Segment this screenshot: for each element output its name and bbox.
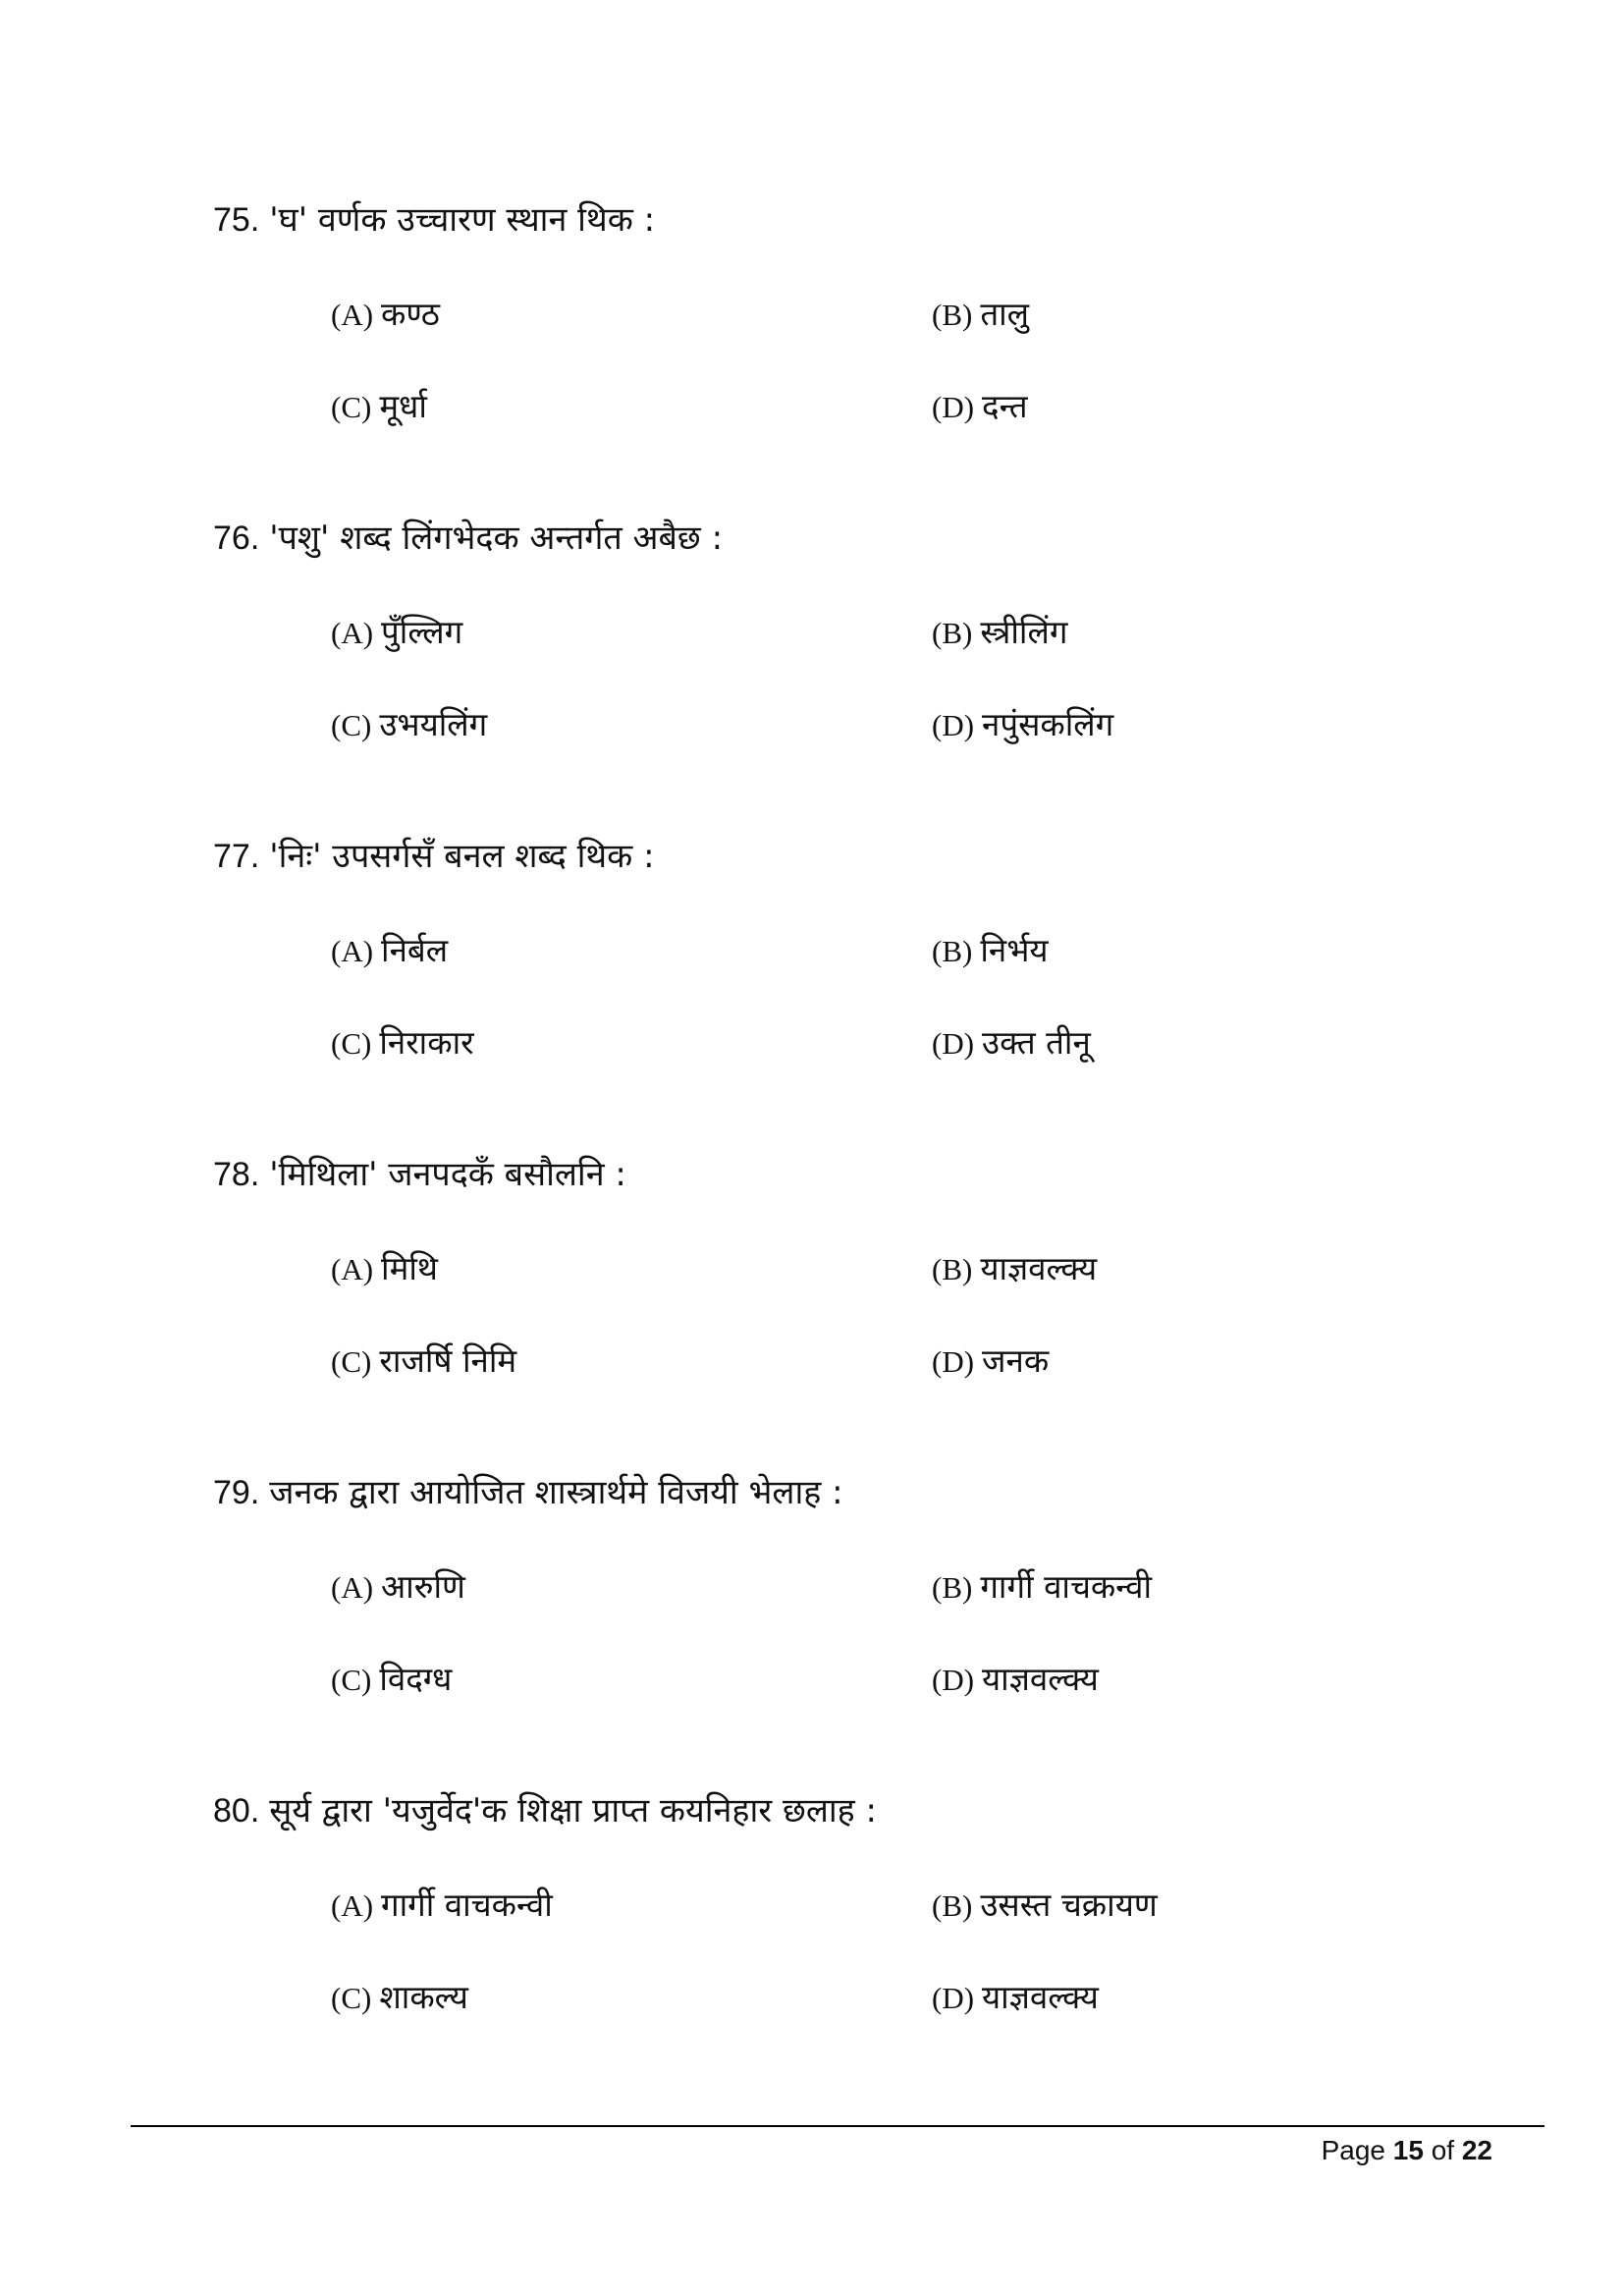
options-row-1 <box>272 1882 1548 1929</box>
question-76 <box>213 515 1548 743</box>
question-text: 'मिथिला' जनपदकँ बसौलनि : <box>269 1155 626 1194</box>
question-text: जनक द्वारा आयोजित शास्त्रार्थमे विजयी भेलाह : <box>269 1473 843 1512</box>
option-label: (A) <box>331 1570 374 1605</box>
option-b <box>932 927 1049 975</box>
option-text: पुँल्लिग <box>381 613 463 651</box>
question-stem <box>213 1151 1548 1198</box>
footer-divider <box>131 2125 1544 2127</box>
option-text: कण्ठ <box>381 295 440 333</box>
option-label: (C) <box>331 1663 372 1697</box>
option-text: निर्भय <box>980 931 1049 969</box>
option-d <box>932 1656 1099 1704</box>
option-label: (D) <box>932 708 975 742</box>
page-word: Page <box>1321 2135 1385 2165</box>
option-a <box>331 1245 438 1293</box>
option-d <box>932 1338 1049 1386</box>
option-label: (B) <box>932 616 973 650</box>
option-c <box>331 1338 516 1386</box>
options-row-2 <box>272 1974 1548 2021</box>
option-label: (C) <box>331 1344 372 1379</box>
option-label: (C) <box>331 1981 372 2015</box>
option-text: शाकल्य <box>379 1978 468 2016</box>
question-stem <box>213 1469 1548 1516</box>
option-text: निर्बल <box>381 931 449 969</box>
question-78 <box>213 1151 1548 1380</box>
option-c <box>331 1019 474 1067</box>
option-text: उक्त तीनू <box>982 1023 1091 1062</box>
option-label: (C) <box>331 390 372 424</box>
option-c <box>331 1656 452 1704</box>
options-row-2 <box>272 1656 1548 1703</box>
option-label: (B) <box>932 298 973 332</box>
option-text: विदग्ध <box>379 1660 453 1698</box>
option-label: (B) <box>932 934 973 968</box>
question-text: सूर्य द्वारा 'यजुर्वेद'क शिक्षा प्राप्त कयनिहार छलाह : <box>269 1791 877 1831</box>
options-row-2 <box>272 701 1548 748</box>
question-text: 'घ' वर्णक उच्चारण स्थान थिक : <box>269 200 656 240</box>
options-row-1 <box>272 1245 1548 1292</box>
options-row-1 <box>272 1563 1548 1611</box>
question-79 <box>213 1469 1548 1698</box>
options-row-2 <box>272 1019 1548 1066</box>
option-text: याज्ञवल्क्य <box>982 1978 1099 2016</box>
option-text: आरुणि <box>381 1567 465 1606</box>
option-a <box>331 927 448 975</box>
option-label: (A) <box>331 298 374 332</box>
option-d <box>932 1974 1099 2022</box>
options-row-1 <box>272 291 1548 338</box>
option-b <box>932 1563 1152 1612</box>
question-number: 76. <box>213 519 260 557</box>
option-text: जनक <box>982 1341 1050 1380</box>
option-label: (B) <box>932 1252 973 1286</box>
question-number: 75. <box>213 201 260 239</box>
question-number: 79. <box>213 1474 260 1511</box>
question-text: 'निः' उपसर्गसँ बनल शब्द थिक : <box>269 837 655 876</box>
option-b <box>932 609 1067 657</box>
question-stem <box>213 833 1548 880</box>
question-stem <box>213 1787 1548 1834</box>
option-label: (D) <box>932 390 975 424</box>
question-number: 77. <box>213 838 260 875</box>
option-a <box>331 609 462 657</box>
option-label: (D) <box>932 1663 975 1697</box>
option-b <box>932 1882 1158 1930</box>
option-text: गार्गी वाचकन्वी <box>980 1567 1153 1606</box>
question-80 <box>213 1787 1548 2016</box>
option-text: नपुंसकलिंग <box>982 705 1114 743</box>
option-d <box>932 383 1028 431</box>
option-a <box>331 1882 553 1930</box>
option-d <box>932 701 1113 749</box>
option-text: मूर्धा <box>379 387 427 425</box>
option-a <box>331 291 440 339</box>
option-label: (C) <box>331 708 372 742</box>
question-stem <box>213 515 1548 562</box>
option-c <box>331 383 427 431</box>
options-row-2 <box>272 383 1548 430</box>
option-b <box>932 1245 1097 1293</box>
option-text: याज्ञवल्क्य <box>982 1660 1099 1698</box>
question-77 <box>213 833 1548 1062</box>
question-number: 78. <box>213 1156 260 1193</box>
of-word: of <box>1431 2135 1455 2165</box>
option-text: गार्गी वाचकन्वी <box>381 1886 553 1924</box>
option-label: (A) <box>331 1888 374 1923</box>
option-text: स्त्रीलिंग <box>980 613 1068 651</box>
option-d <box>932 1019 1091 1067</box>
option-label: (D) <box>932 1026 975 1061</box>
total-pages-number: 22 <box>1461 2135 1492 2165</box>
option-text: तालु <box>980 295 1030 333</box>
question-text: 'पशु' शब्द लिंगभेदक अन्तर्गत अबैछ : <box>269 519 724 558</box>
option-label: (B) <box>932 1570 973 1605</box>
question-75 <box>213 196 1548 425</box>
option-label: (A) <box>331 616 374 650</box>
option-text: उभयलिंग <box>379 705 488 743</box>
page-footer <box>1322 2131 1492 2170</box>
option-c <box>331 1974 468 2022</box>
current-page-number: 15 <box>1392 2135 1424 2165</box>
option-text: उसस्त चक्रायण <box>980 1886 1158 1924</box>
options-row-2 <box>272 1338 1548 1385</box>
option-text: मिथि <box>381 1249 438 1287</box>
option-label: (C) <box>331 1026 372 1061</box>
option-text: दन्त <box>982 387 1028 425</box>
option-text: याज्ञवल्क्य <box>980 1249 1098 1287</box>
option-a <box>331 1563 465 1612</box>
option-text: निराकार <box>379 1023 474 1062</box>
question-number: 80. <box>213 1792 260 1830</box>
option-label: (D) <box>932 1981 975 2015</box>
options-row-1 <box>272 609 1548 656</box>
option-label: (A) <box>331 1252 374 1286</box>
option-b <box>932 291 1029 339</box>
question-stem <box>213 196 1548 244</box>
option-label: (B) <box>932 1888 973 1923</box>
options-row-1 <box>272 927 1548 974</box>
option-c <box>331 701 487 749</box>
option-label: (A) <box>331 934 374 968</box>
option-text: राजर्षि निमि <box>379 1341 517 1380</box>
option-label: (D) <box>932 1344 975 1379</box>
